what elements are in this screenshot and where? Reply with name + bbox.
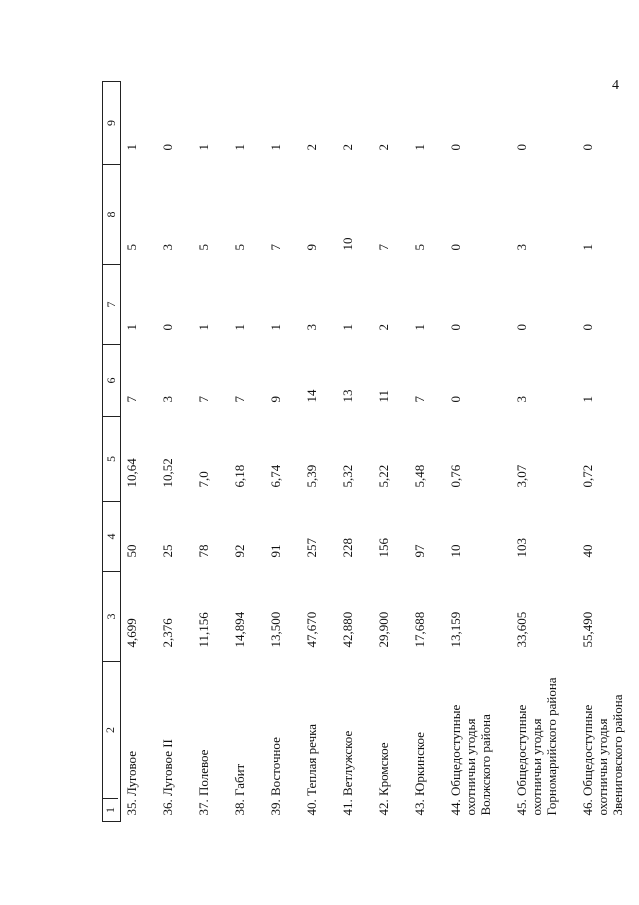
row-col8-cell: 0 <box>448 244 463 251</box>
row-area-cell: 14,894 <box>232 611 247 648</box>
row-area-cell: 11,156 <box>196 612 211 648</box>
row-col8-cell: 5 <box>412 244 427 251</box>
table-row <box>157 82 193 822</box>
row-name-cell: 35. Луговое <box>124 751 139 816</box>
row-col9-cell: 1 <box>268 144 283 151</box>
row-area-cell: 47,670 <box>304 611 319 648</box>
row-col9-cell: 0 <box>448 144 463 151</box>
header-cell-3: 3 <box>103 572 121 662</box>
row-col6-cell: 7 <box>196 396 211 403</box>
row-col7-cell: 3 <box>304 324 319 331</box>
row-area-cell: 55,490 <box>580 611 595 648</box>
row-col8-cell: 5 <box>232 244 247 251</box>
row-col6-cell: 13 <box>340 389 355 403</box>
row-col7-cell: 0 <box>160 324 175 331</box>
row-col4-cell: 92 <box>232 544 247 558</box>
row-col7-cell: 1 <box>412 324 427 331</box>
row-col8-cell: 3 <box>514 244 529 251</box>
row-col9-cell: 1 <box>412 144 427 151</box>
table-header-row <box>103 82 121 822</box>
row-col5-cell: 10,52 <box>160 458 175 488</box>
row-name-cell: 42. Кромское <box>376 742 391 816</box>
row-col5-cell: 6,74 <box>268 464 283 488</box>
row-col4-cell: 25 <box>160 544 175 558</box>
row-area-cell: 29,900 <box>376 611 391 648</box>
row-name-cell: 40. Теплая речка <box>304 723 319 816</box>
header-cell-5: 5 <box>103 417 121 502</box>
row-col5-cell: 0,72 <box>580 464 595 488</box>
table-row <box>265 82 301 822</box>
row-area-cell: 42,880 <box>340 611 355 648</box>
row-area-cell: 4,699 <box>124 618 139 648</box>
row-col4-cell: 156 <box>376 538 391 558</box>
table-row <box>121 82 158 822</box>
row-col7-cell: 1 <box>268 324 283 331</box>
row-col7-cell: 1 <box>232 324 247 331</box>
row-col6-cell: 1 <box>580 396 595 403</box>
header-cell-2: 2 <box>103 727 117 733</box>
row-col8-cell: 9 <box>304 244 319 251</box>
header-cell-1-2 <box>103 662 121 822</box>
row-col6-cell: 7 <box>124 396 139 403</box>
row-col4-cell: 10 <box>448 544 463 558</box>
row-area-cell: 13,159 <box>448 611 463 648</box>
row-col9-cell: 1 <box>232 144 247 151</box>
row-col8-cell: 1 <box>580 244 595 251</box>
row-col4-cell: 103 <box>514 538 529 558</box>
row-col9-cell: 0 <box>514 144 529 151</box>
hunting-grounds-table <box>102 81 639 822</box>
row-col5-cell: 3,07 <box>514 464 529 488</box>
row-col7-cell: 0 <box>448 324 463 331</box>
row-col5-cell: 0,76 <box>448 464 463 488</box>
row-name-cell: 39. Восточное <box>268 737 283 816</box>
row-col4-cell: 91 <box>268 544 283 558</box>
row-name-cell: 46. Общедоступные охотничьи угодья Звениговского района <box>580 694 625 816</box>
row-col6-cell: 7 <box>412 396 427 403</box>
header-cell-6: 6 <box>103 345 121 417</box>
row-area-cell: 33,605 <box>514 611 529 648</box>
row-col7-cell: 0 <box>580 324 595 331</box>
row-col6-cell: 14 <box>304 389 319 403</box>
row-name-cell: 37. Полевое <box>196 749 211 816</box>
row-col8-cell: 3 <box>160 244 175 251</box>
page-number: 4 <box>612 78 619 93</box>
row-col9-cell: 1 <box>196 144 211 151</box>
row-col5-cell: 10,64 <box>124 458 139 488</box>
table-row <box>229 82 265 822</box>
table-row <box>409 82 445 822</box>
row-col4-cell: 228 <box>340 538 355 558</box>
row-col5-cell: 5,48 <box>412 464 427 488</box>
row-name-cell: 43. Юркинское <box>412 732 427 816</box>
table-row <box>445 82 511 822</box>
row-name-cell: 38. Габит <box>232 763 247 816</box>
row-col7-cell: 1 <box>340 324 355 331</box>
table-body <box>121 82 639 822</box>
table-row <box>511 82 577 822</box>
row-name-cell: 41. Ветлужское <box>340 730 355 816</box>
header-cell-8: 8 <box>103 165 121 265</box>
row-col6-cell: 9 <box>268 396 283 403</box>
table-row <box>373 82 409 822</box>
row-area-cell: 17,688 <box>412 611 427 648</box>
header-cell-9: 9 <box>103 82 121 165</box>
rotated-table-container <box>102 82 625 822</box>
table-row <box>577 82 639 822</box>
row-col6-cell: 7 <box>232 396 247 403</box>
row-col9-cell: 1 <box>124 144 139 151</box>
row-col8-cell: 7 <box>268 244 283 251</box>
row-col7-cell: 0 <box>514 324 529 331</box>
row-col9-cell: 2 <box>376 144 391 151</box>
row-col7-cell: 1 <box>124 324 139 331</box>
row-col7-cell: 2 <box>376 324 391 331</box>
row-col5-cell: 6,18 <box>232 464 247 488</box>
row-col7-cell: 1 <box>196 324 211 331</box>
row-col5-cell: 7,0 <box>196 471 211 488</box>
row-col4-cell: 50 <box>124 544 139 558</box>
row-col9-cell: 0 <box>580 144 595 151</box>
row-col4-cell: 40 <box>580 544 595 558</box>
row-col6-cell: 3 <box>514 396 529 403</box>
row-name-cell: 45. Общедоступные охотничьи угодья Горномарийского района <box>514 677 559 816</box>
row-name-cell: 44. Общедоступные охотничьи угодья Волжского района <box>448 704 493 816</box>
row-col4-cell: 97 <box>412 544 427 558</box>
row-col5-cell: 5,22 <box>376 464 391 488</box>
row-col9-cell: 2 <box>304 144 319 151</box>
row-col5-cell: 5,32 <box>340 464 355 488</box>
header-cell-1: 1 <box>103 798 118 821</box>
row-col9-cell: 0 <box>160 144 175 151</box>
row-col8-cell: 5 <box>196 244 211 251</box>
row-col6-cell: 11 <box>376 389 391 403</box>
table-row <box>337 82 373 822</box>
row-col4-cell: 78 <box>196 544 211 558</box>
row-col4-cell: 257 <box>304 538 319 558</box>
row-name-cell: 36. Луговое II <box>160 739 175 816</box>
row-area-cell: 2,376 <box>160 618 175 648</box>
table-row <box>301 82 337 822</box>
row-area-cell: 13,500 <box>268 611 283 648</box>
row-col8-cell: 5 <box>124 244 139 251</box>
row-col6-cell: 0 <box>448 396 463 403</box>
row-col6-cell: 3 <box>160 396 175 403</box>
header-cell-7: 7 <box>103 265 121 345</box>
row-col5-cell: 5,39 <box>304 464 319 488</box>
table-row <box>193 82 229 822</box>
header-cell-4: 4 <box>103 502 121 572</box>
row-col9-cell: 2 <box>340 144 355 151</box>
row-col8-cell: 7 <box>376 244 391 251</box>
row-col8-cell: 10 <box>340 237 355 251</box>
